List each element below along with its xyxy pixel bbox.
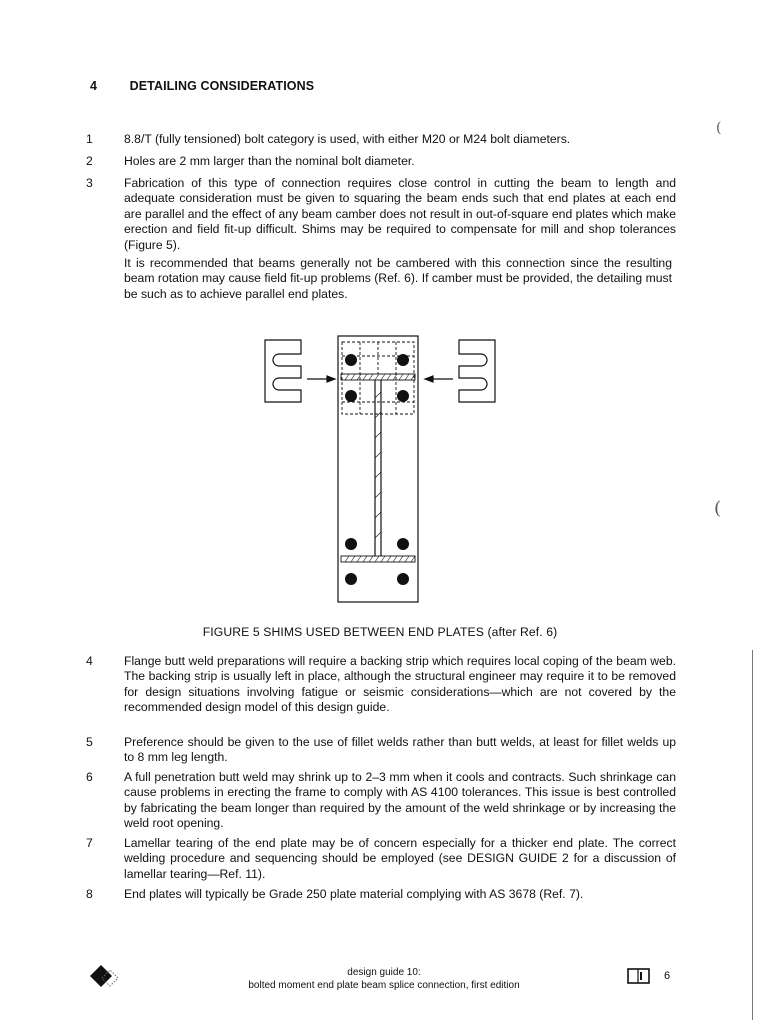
left-shim-shape bbox=[265, 340, 301, 402]
scan-edge-line bbox=[752, 650, 753, 1020]
list-item bbox=[86, 654, 676, 716]
list-item bbox=[86, 887, 676, 902]
bolt-hole bbox=[397, 573, 409, 585]
bolt-hole bbox=[397, 390, 409, 402]
page-number: 6 bbox=[664, 970, 671, 982]
item-text: Fabrication of this type of connection requires close control in cutting the beam to length and adequate consideration must be given to squaring the beam ends such that end plates at each end are parallel and the effect of any beam camber does not result in out-of-square end plates which make erection and field fit-up difficult. Shims may be required to compensate for mill and shop tolerances (Figure 5). bbox=[124, 176, 676, 252]
item-number: 4 bbox=[86, 654, 93, 668]
footer-line-1: design guide 10: bbox=[347, 967, 421, 978]
list-item bbox=[86, 154, 676, 169]
list-item bbox=[86, 176, 676, 253]
list-item bbox=[86, 836, 676, 882]
list-item bbox=[86, 770, 676, 832]
item-text: 8.8/T (fully tensioned) bolt category is used, with either M20 or M24 bolt diameters. bbox=[124, 132, 571, 146]
bolt-hole bbox=[345, 390, 357, 402]
footer-line-2: bolted moment end plate beam splice connection, first edition bbox=[248, 980, 520, 991]
list-item bbox=[86, 132, 676, 147]
item-text: End plates will typically be Grade 250 plate material complying with AS 3678 (Ref. 7). bbox=[124, 887, 584, 901]
figure-caption: FIGURE 5 SHIMS USED BETWEEN END PLATES (after Ref. 6) bbox=[202, 625, 558, 639]
bolt-hole bbox=[397, 354, 409, 366]
section-title: DETAILING CONSIDERATIONS bbox=[129, 79, 315, 93]
item-number: 3 bbox=[86, 176, 93, 190]
item-text: Holes are 2 mm larger than the nominal bolt diameter. bbox=[124, 154, 415, 168]
figure-5-shims-diagram bbox=[255, 328, 505, 608]
right-shim-shape bbox=[459, 340, 495, 402]
book-icon bbox=[627, 967, 651, 985]
item-number: 7 bbox=[86, 836, 93, 850]
bolt-hole bbox=[345, 573, 357, 585]
section-number: 4 bbox=[90, 79, 98, 93]
item-text: A full penetration butt weld may shrink up to 2–3 mm when it cools and contracts. Such shrinkage can cause problems in erecting the frame to comply with AS 4100 tolerances. This issue is best controlled by fabricating the beam longer than required by the amount of the weld shrinkage or by increasing the weld root opening. bbox=[124, 770, 676, 831]
item-text: Lamellar tearing of the end plate may be of concern especially for a thicker end plate. The correct welding procedure and sequencing should be employed (see DESIGN GUIDE 2 for a discussion of lamellar tearing—Ref. 11). bbox=[124, 836, 676, 881]
bolt-hole bbox=[397, 538, 409, 550]
item-text: Flange butt weld preparations will require a backing strip which requires local coping of the beam web. The backing strip is usually left in place, although the structural engineer may require it to be removed for design situations involving fatigue or seismic considerations—which are not covered by the recommended design model of this design guide. bbox=[124, 654, 676, 715]
item-number: 6 bbox=[86, 770, 93, 784]
item-number: 8 bbox=[86, 887, 93, 901]
scan-mark: ( bbox=[714, 498, 722, 519]
item-number: 1 bbox=[86, 132, 93, 146]
item-text: Preference should be given to the use of fillet welds rather than butt welds, at least for fillet welds up to 8 mm leg length. bbox=[124, 735, 676, 765]
scan-mark: ( bbox=[716, 120, 722, 136]
bolt-hole bbox=[345, 538, 357, 550]
footer bbox=[0, 966, 768, 992]
item-number: 5 bbox=[86, 735, 93, 749]
list-item bbox=[86, 735, 676, 766]
section-heading bbox=[90, 79, 314, 93]
item-number: 2 bbox=[86, 154, 93, 168]
camber-paragraph: It is recommended that beams generally not be cambered with this connection since the resulting beam rotation may cause field fit-up problems (Ref. 6). If camber must be provided, the detailing must be such as to achieve parallel end plates. bbox=[124, 256, 672, 301]
bolt-hole bbox=[345, 354, 357, 366]
